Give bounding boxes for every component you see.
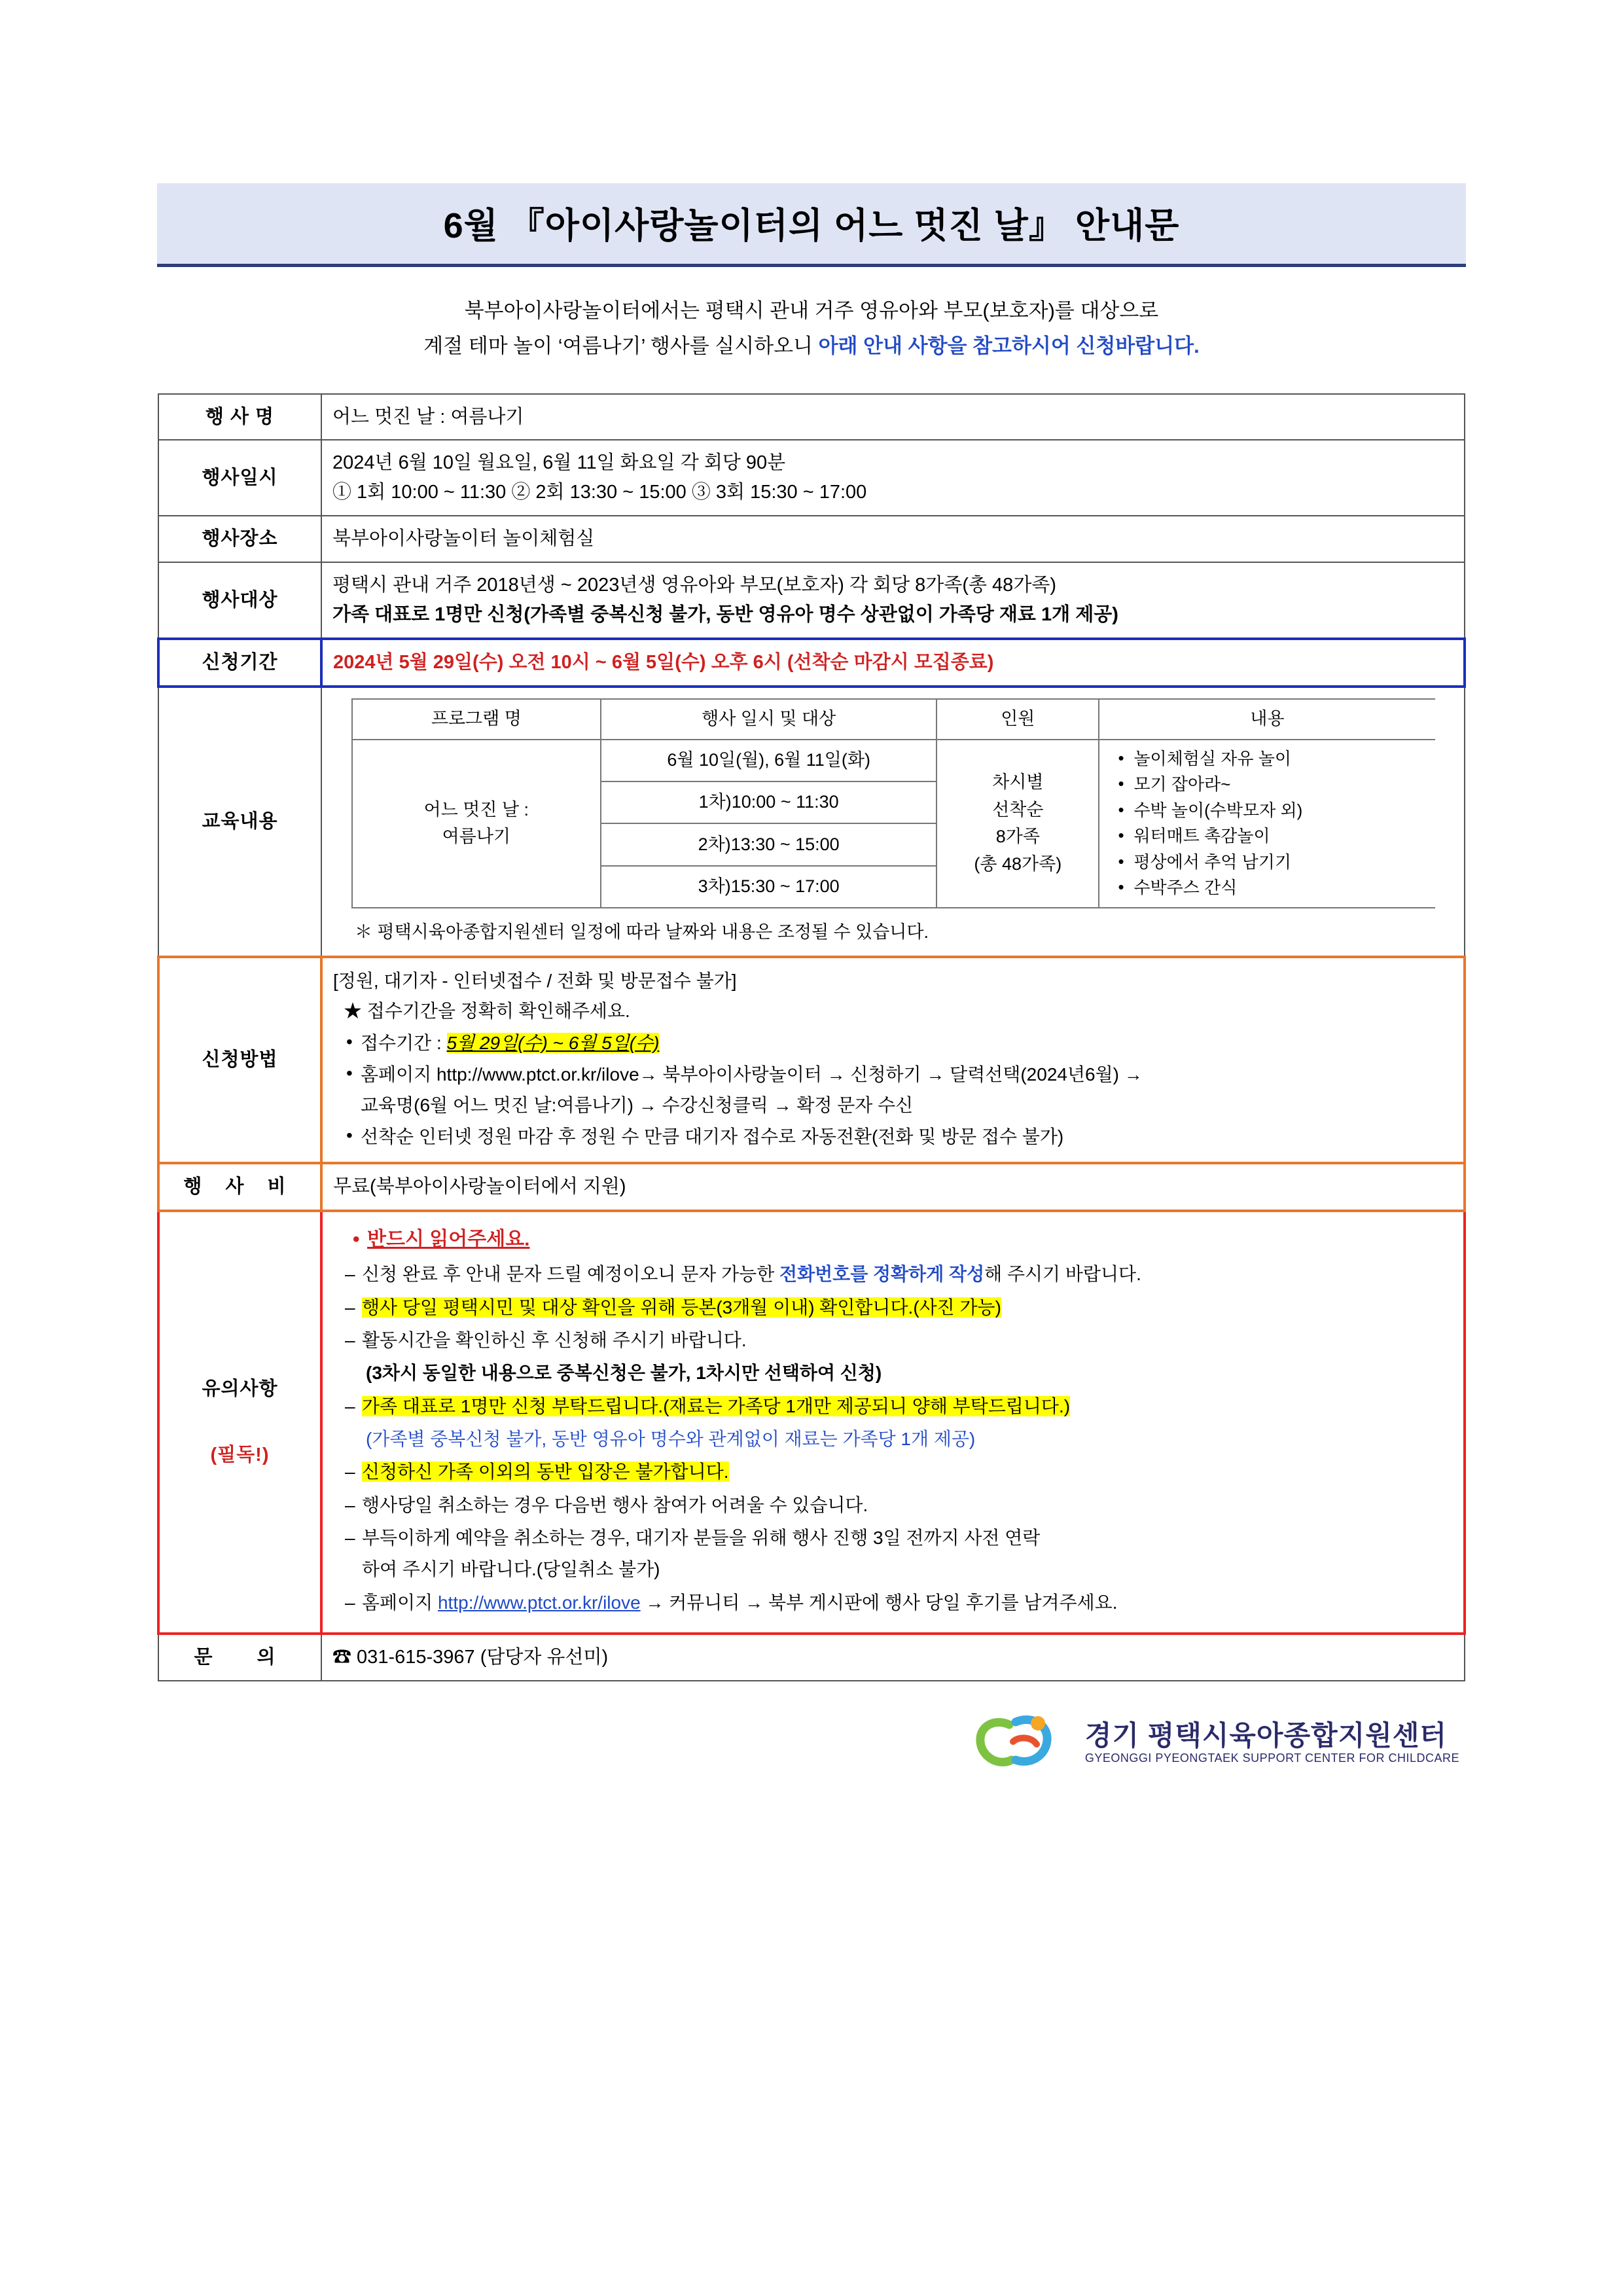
notice-item-entry-text: 신청하신 가족 이외의 동반 입장은 불가합니다.	[362, 1462, 729, 1482]
label-notice-must-read: (필독!)	[210, 1444, 270, 1465]
row-place	[158, 516, 1465, 562]
program-name-line-2: 여름나기	[442, 827, 510, 847]
label-notice-main: 유의사항	[202, 1378, 278, 1399]
notice-item-representative-text: 가족 대표로 1명만 신청 부탁드립니다.(재료는 가족당 1개만 제공되니 양해 부탁드립니다.)	[362, 1395, 1071, 1416]
row-curriculum	[158, 687, 1465, 957]
notice-item-representative-sub: (가족별 중복신청 불가, 동반 영유아 명수와 관계없이 재료는 가족당 1개 제공)	[366, 1428, 976, 1449]
label-apply-method: 신청방법	[158, 957, 321, 1163]
notice-item-phone	[340, 1259, 1450, 1289]
value-event-name: 어느 멋진 날 : 여름나기	[321, 394, 1465, 440]
program-note: ＊ 평택시육아종합지원센터 일정에 따라 날짜와 내용은 조정될 수 있습니다.	[355, 922, 929, 942]
apply-star-note: ★ 접수기간을 정확히 확인해주세요.	[344, 1001, 630, 1022]
label-notice	[158, 1211, 321, 1634]
row-event-name	[158, 394, 1465, 440]
notice-table	[157, 393, 1466, 1682]
notice-item-phone-c: 해 주시기 바랍니다.	[984, 1264, 1141, 1285]
notice-review-link[interactable]: http://www.ptct.or.kr/ilove	[437, 1592, 641, 1613]
label-curriculum: 교육내용	[158, 687, 321, 957]
program-capacity-cell	[936, 740, 1099, 908]
notice-item-cancel-advance	[340, 1523, 1450, 1585]
program-content-item: • 수박 놀이(수박모자 외)	[1116, 798, 1431, 824]
target-line-1: 평택시 관내 거주 2018년생 ~ 2023년생 영유아와 부모(보호자) 각 회당 8가족(총 48가족)	[332, 575, 1056, 596]
notice-item-residence	[340, 1293, 1450, 1322]
label-target: 행사대상	[158, 562, 321, 639]
program-content-item: • 모기 잡아라~	[1116, 772, 1431, 798]
notice-item-cancel-advance-line-1: 부득이하게 예약을 취소하는 경우, 대기자 분들을 위해 행사 진행 3일 전까지 사전 연락	[362, 1528, 1041, 1549]
label-contact: 문 의	[158, 1634, 321, 1681]
notice-item-residence-text: 행사 당일 평택시민 및 대상 확인을 위해 등본(3개월 이내) 확인합니다.(사진 가능)	[362, 1297, 1001, 1318]
notice-item-review	[340, 1588, 1450, 1617]
program-content-item: • 워터매트 촉감놀이	[1116, 823, 1431, 850]
footer-logo	[157, 1712, 1466, 1774]
program-name-cell	[352, 740, 601, 908]
program-schedule-1: 1차)10:00 ~ 11:30	[601, 781, 936, 823]
notice-item-cancel-advance-line-2: 하여 주시기 바랍니다.(당일취소 불가)	[362, 1559, 660, 1580]
capacity-line-3: 8가족	[995, 827, 1040, 847]
program-schedule-0: 6월 10일(월), 6월 11일(화)	[601, 740, 936, 781]
notice-item-time: – 활동시간을 확인하신 후 신청해 주시기 바랍니다.	[340, 1325, 1450, 1355]
page-title: 6월 『아이사랑놀이터의 어느 멋진 날』 안내문	[157, 183, 1466, 267]
center-logo-icon	[975, 1712, 1073, 1774]
program-schedule-3: 3차)15:30 ~ 17:00	[601, 866, 936, 908]
label-event-date: 행사일시	[158, 440, 321, 516]
program-table-row	[352, 740, 1435, 781]
row-apply-method	[158, 957, 1465, 1163]
program-schedule-2: 2차)13:30 ~ 15:00	[601, 823, 936, 865]
capacity-line-2: 선착순	[992, 799, 1044, 819]
value-application-period: 2024년 5월 29일(수) 오전 10시 ~ 6월 5일(수) 오후 6시 (선착순 마감시 모집종료)	[321, 639, 1465, 687]
apply-homepage-line-2: 교육명(6월 어느 멋진 날:여름나기) → 수강신청클릭 → 확정 문자 수신	[361, 1094, 914, 1115]
program-table-header-row	[352, 699, 1435, 740]
apply-head: [정원, 대기자 - 인터넷접수 / 전화 및 방문접수 불가]	[333, 970, 737, 991]
row-notice	[158, 1211, 1465, 1634]
notice-item-cancel-same-day: – 행사당일 취소하는 경우 다음번 행사 참여가 어려울 수 있습니다.	[340, 1490, 1450, 1520]
notice-item-representative	[340, 1391, 1450, 1421]
intro-text	[157, 293, 1466, 365]
value-apply-method	[321, 957, 1465, 1163]
program-name-line-1: 어느 멋진 날 :	[423, 799, 529, 819]
notice-item-review-b: → 커뮤니티 → 북부 게시판에 행사 당일 후기를 남겨주세요.	[640, 1592, 1118, 1613]
apply-body	[333, 966, 1453, 1153]
intro-line-2-emphasis: 아래 안내 사항을 참고하시어 신청바랍니다.	[818, 334, 1200, 358]
row-fee	[158, 1163, 1465, 1211]
value-fee: 무료(북부아이사랑놀이터에서 지원)	[321, 1163, 1465, 1211]
event-date-line-2: ① 1회 10:00 ~ 11:30 ② 2회 13:30 ~ 15:00 ③ 3회 15:30 ~ 17:00	[332, 482, 867, 503]
notice-item-review-a: 홈페이지	[362, 1592, 438, 1613]
apply-period-label: 접수기간 :	[361, 1032, 447, 1053]
notice-item-phone-b: 전화번호를 정확하게 작성	[779, 1264, 985, 1285]
notice-head: • 반드시 읽어주세요.	[340, 1224, 1450, 1256]
value-curriculum	[321, 687, 1465, 957]
program-content-item: • 평상에서 추억 남기기	[1116, 850, 1431, 876]
notice-body	[333, 1220, 1453, 1625]
label-application-period: 신청기간	[158, 639, 321, 687]
label-event-name: 행 사 명	[158, 394, 321, 440]
program-content-cell	[1099, 740, 1435, 908]
program-header-content: 내용	[1099, 699, 1435, 740]
capacity-line-1: 차시별	[992, 772, 1044, 792]
notice-item-phone-a: 신청 완료 후 안내 문자 드릴 예정이오니 문자 가능한	[362, 1264, 780, 1285]
label-place: 행사장소	[158, 516, 321, 562]
program-header-name: 프로그램 명	[352, 699, 601, 740]
apply-period-value: 5월 29일(수) ~ 6월 5일(수)	[446, 1032, 660, 1053]
value-notice	[321, 1211, 1465, 1634]
center-name-ko: 경기 평택시육아종합지원센터	[1084, 1720, 1447, 1751]
value-event-date	[321, 440, 1465, 516]
row-application-period	[158, 639, 1465, 687]
value-target	[321, 562, 1465, 639]
intro-line-2	[157, 329, 1466, 364]
program-table	[351, 698, 1435, 908]
program-content-item: • 놀이체험실 자유 놀이	[1116, 746, 1431, 772]
row-event-date	[158, 440, 1465, 516]
row-target	[158, 562, 1465, 639]
program-content-item: • 수박주스 간식	[1116, 875, 1431, 901]
label-fee: 행 사 비	[158, 1163, 321, 1211]
row-contact	[158, 1634, 1465, 1681]
apply-item-period	[333, 1028, 1453, 1058]
program-header-capacity: 인원	[936, 699, 1099, 740]
value-contact: ☎ 031-615-3967 (담당자 유선미)	[321, 1634, 1465, 1681]
notice-item-time-sub: (3차시 동일한 내용으로 중복신청은 불가, 1차시만 선택하여 신청)	[366, 1363, 882, 1384]
notice-item-entry	[340, 1457, 1450, 1486]
value-place: 북부아이사랑놀이터 놀이체험실	[321, 516, 1465, 562]
center-name	[1085, 1721, 1459, 1765]
program-header-schedule: 행사 일시 및 대상	[601, 699, 936, 740]
intro-line-1: 북부아이사랑놀이터에서는 평택시 관내 거주 영유아와 부모(보호자)를 대상으로	[464, 299, 1159, 322]
apply-item-homepage	[333, 1060, 1453, 1121]
capacity-line-4: (총 48가족)	[974, 854, 1062, 874]
target-line-2: 가족 대표로 1명만 신청(가족별 중복신청 불가, 동반 영유아 명수 상관없이 가족당 재료 1개 제공)	[332, 604, 1118, 626]
apply-homepage-line-1: 홈페이지 http://www.ptct.or.kr/ilove→ 북부아이사랑놀이터 → 신청하기 → 달력선택(2024년6월) →	[361, 1064, 1143, 1085]
center-name-en: GYEONGGI PYEONGTAEK SUPPORT CENTER FOR CHILDCARE	[1084, 1751, 1459, 1765]
event-date-line-1: 2024년 6월 10일 월요일, 6월 11일 화요일 각 회당 90분	[332, 452, 786, 474]
apply-item-waitlist: • 선착순 인터넷 정원 마감 후 정원 수 만큼 대기자 접수로 자동전환(전화 및 방문 접수 불가)	[333, 1122, 1453, 1152]
intro-line-2-plain: 계절 테마 놀이 ‘여름나기’ 행사를 실시하오니	[423, 334, 819, 358]
